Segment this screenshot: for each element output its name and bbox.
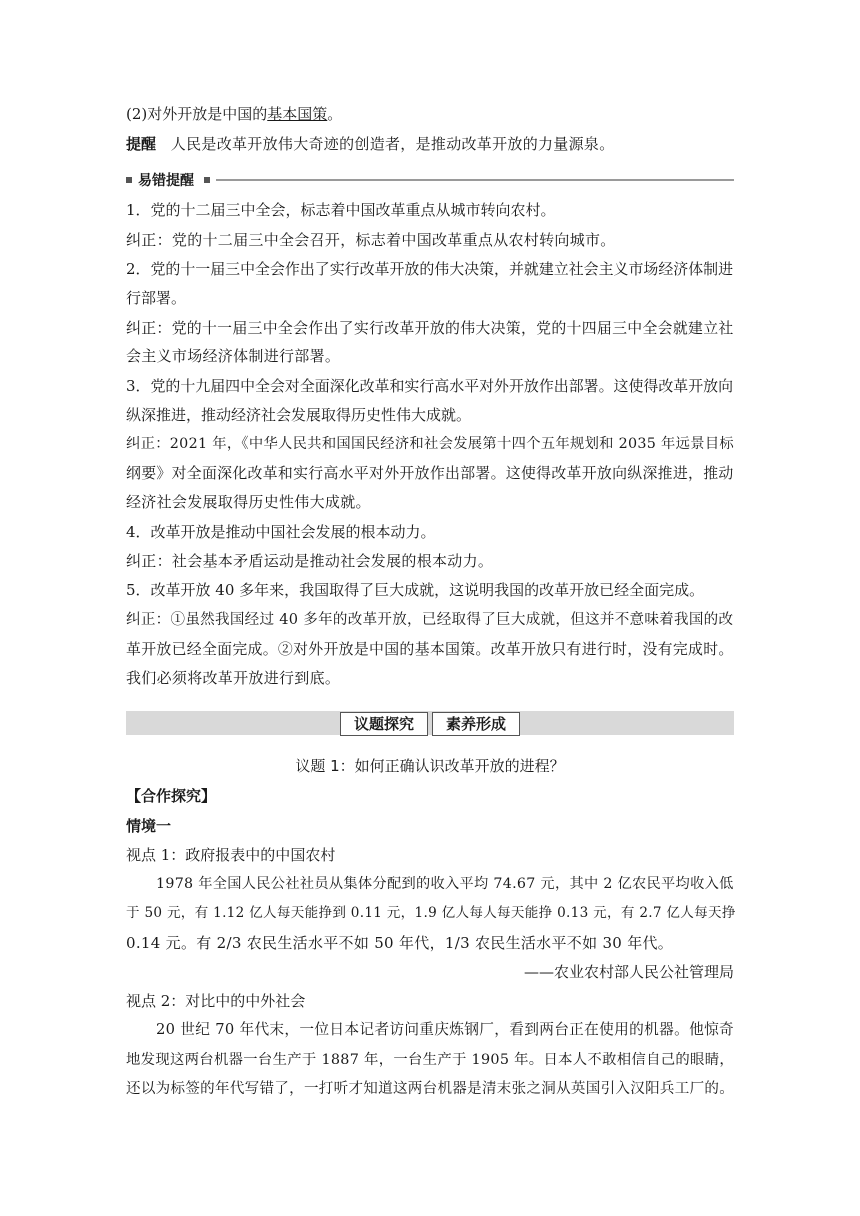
- error-line: 3．党的十九届四中全会对全面深化改革和实行高水平对外开放作出部署。这使得改革开放向: [126, 377, 733, 395]
- banner-title-part2: 素养形成: [432, 712, 520, 736]
- banner-title-part1: 议题探究: [340, 712, 428, 736]
- view2-paragraph-line: 地发现这两台机器一台生产于 1887 年，一台生产于 1905 年。日本人不敢相信自己的眼睛，: [126, 1052, 735, 1068]
- banner-title-box: [340, 711, 520, 735]
- correction-line: 纠正：①虽然我国经过 40 多年的改革开放，已经取得了巨大成就，但这并不意味着我国的改: [126, 612, 734, 628]
- view1-paragraph-line: 于 50 元，有 1.12 亿人每天能挣到 0.11 元，1.9 亿人每人每天能挣 0.13 元，有 2.7 亿人每天挣: [126, 905, 736, 921]
- correction-line: 革开放已经全面完成。②对外开放是中国的基本国策。改革开放只有进行时，没有完成时。: [126, 640, 734, 658]
- error-line: 1．党的十二届三中全会，标志着中国改革重点从城市转向农村。: [126, 201, 556, 219]
- bullet-square-icon: [204, 177, 210, 183]
- correction-line: 经济社会发展取得历史性伟大成就。: [126, 493, 371, 511]
- tip-text: 人民是改革开放伟大奇迹的创造者，是推动改革开放的力量源泉。: [170, 135, 615, 153]
- correction-line: 会主义市场经济体制进行部署。: [126, 347, 341, 365]
- view2-paragraph-line: 还以为标签的年代写错了，一打听才知道这两台机器是清末张之洞从英国引入汉阳兵工厂的。: [126, 1081, 735, 1097]
- cooperate-heading: 【合作探究】: [126, 787, 217, 805]
- policy-suffix: 。: [327, 105, 343, 123]
- view1-paragraph-line: 0.14 元。有 2/3 农民生活水平不如 50 年代，1/3 农民生活水平不如 30 年代。: [126, 934, 674, 952]
- topic-title: 议题 1：如何正确认识改革开放的进程？: [295, 757, 565, 775]
- error-line: 2．党的十一届三中全会作出了实行改革开放的伟大决策，并就建立社会主义市场经济体制进: [126, 260, 733, 278]
- error-line: 5．改革开放 40 多年来，我国取得了巨大成就，这说明我国的改革开放已经全面完成。: [126, 581, 705, 599]
- policy-underlined-term: 基本国策: [267, 105, 328, 123]
- policy-prefix: (2)对外开放是中国的: [126, 105, 268, 123]
- error-line: 4．改革开放是推动中国社会发展的根本动力。: [126, 523, 436, 541]
- error-line: 纵深推进，推动经济社会发展取得历史性伟大成就。: [126, 406, 472, 424]
- tip-label: 提醒: [126, 135, 157, 153]
- view1-paragraph-line: 1978 年全国人民公社社员从集体分配到的收入平均 74.67 元，其中 2 亿农民平均收入低: [156, 876, 734, 892]
- error-line: 行部署。: [126, 289, 187, 307]
- policy-line: [126, 104, 342, 124]
- bullet-square-icon: [126, 177, 132, 183]
- tip-line: [126, 134, 615, 154]
- section-banner: [126, 711, 734, 735]
- view2-paragraph-line: 20 世纪 70 年代末，一位日本记者访问重庆炼钢厂，看到两台正在使用的机器。他惊奇: [156, 1021, 735, 1038]
- correction-line: 纠正：党的十二届三中全会召开，标志着中国改革重点从农村转向城市。: [126, 231, 616, 249]
- correction-line: 纠正：2021 年，《中华人民共和国国民经济和社会发展第十四个五年规划和 2035 年远景目标: [126, 436, 735, 452]
- scenario-heading: 情境一: [126, 817, 172, 835]
- view1-title: 视点 1：政府报表中的中国农村: [126, 846, 336, 864]
- errors-section-header: [126, 173, 734, 189]
- view2-title: 视点 2：对比中的中外社会: [126, 992, 306, 1010]
- section-divider: [216, 179, 734, 181]
- correction-line: 纠正：党的十一届三中全会作出了实行改革开放的伟大决策，党的十四届三中全会就建立社: [126, 319, 734, 337]
- correction-line: 我们必须将改革开放进行到底。: [126, 669, 341, 687]
- view1-source: ——农业农村部人民公社管理局: [523, 963, 734, 981]
- correction-line: 纠正：社会基本矛盾运动是推动社会发展的根本动力。: [126, 552, 494, 570]
- correction-line: 纲要》对全面深化改革和实行高水平对外开放作出部署。这使得改革开放向纵深推进，推动: [126, 464, 734, 482]
- errors-section-title: 易错提醒: [138, 170, 200, 190]
